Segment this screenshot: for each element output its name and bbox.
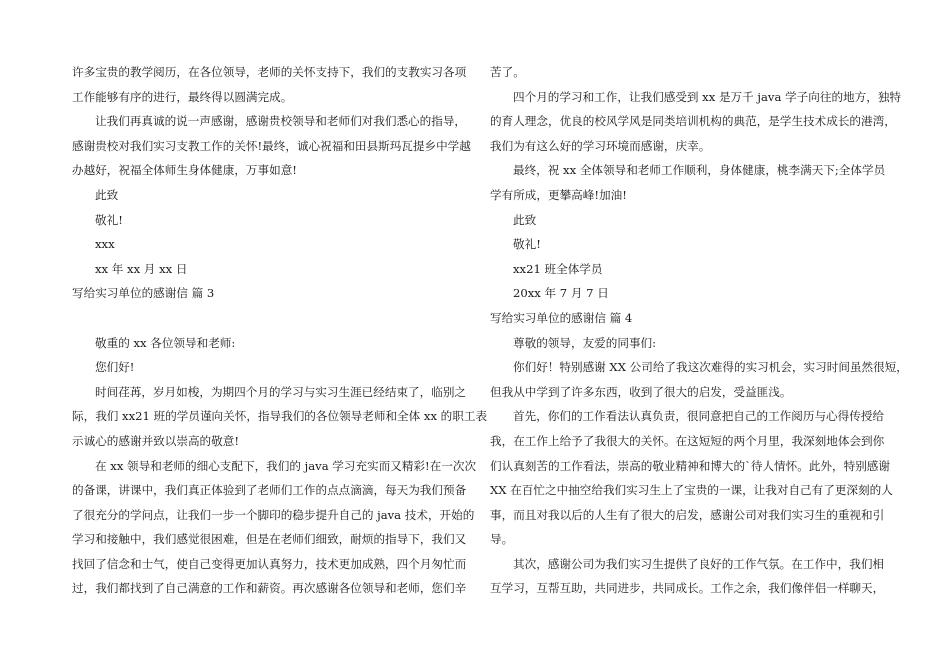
right-text-line: 你们好！特别感谢 XX 公司给了我这次难得的实习机会，实习时间虽然很短， bbox=[513, 360, 908, 375]
right-text-line: xx21 班全体学员 bbox=[513, 261, 603, 276]
right-text-line: 导。 bbox=[490, 532, 514, 547]
left-text-line: 在 xx 领导和老师的细心支配下，我们的 java 学习充实而又精彩!在一次次 bbox=[95, 458, 477, 473]
right-text-line: 敬礼! bbox=[513, 237, 541, 252]
right-text-line: 首先，你们的工作看法认真负责，很同意把自己的工作阅历与心得传授给 bbox=[513, 409, 885, 424]
right-text-line: 20xx 年 7 月 7 日 bbox=[513, 286, 609, 301]
right-text-line: 尊敬的领导，友爱的同事们: bbox=[513, 335, 657, 350]
left-text-line: 许多宝贵的教学阅历，在各位领导，老师的关怀支持下，我们的支教实习各项 bbox=[72, 65, 467, 79]
right-text-line: 互学习，互帮互助，共同进步，共同成长。工作之余，我们像伴侣一样聊天， bbox=[490, 581, 885, 596]
right-text-line: 苦了。 bbox=[490, 65, 525, 79]
left-text-line: 感谢贵校对我们实习支教工作的关怀!最终，诚心祝福和田县斯玛瓦提乡中学越 bbox=[72, 138, 471, 153]
right-text-line: 四个月的学习和工作，让我们感受到 xx 是万千 java 学子向往的地方，独特 bbox=[513, 89, 902, 104]
right-text-line: 事，而且对我以后的人生有了很大的启发，感谢公司对我们实习生的重视和引 bbox=[490, 507, 885, 522]
left-text-line: 您们好! bbox=[95, 360, 135, 375]
left-text-line: 写给实习单位的感谢信 篇 3 bbox=[72, 286, 215, 301]
right-text-line: 我们为有这么好的学习环境而感谢，庆幸。 bbox=[490, 138, 711, 153]
left-text-line: 际，我们 xx21 班的学员谨向关怀，指导我们的各位领导老师和全体 xx 的职工表 bbox=[72, 409, 488, 424]
left-text-line: 示诚心的感谢并致以崇高的敬意! bbox=[72, 433, 239, 448]
right-text-line: 此致 bbox=[513, 212, 537, 227]
right-text-line: 最终，祝 xx 全体领导和老师工作顺利，身体健康，桃李满天下;全体学员 bbox=[513, 163, 886, 178]
right-text-line: 其次，感谢公司为我们实习生提供了良好的工作气氛。在工作中，我们相 bbox=[513, 556, 885, 571]
right-text-line: 的育人理念，优良的校风学风是同类培训机构的典范，是学生技术成长的港湾， bbox=[490, 114, 896, 129]
right-text-line: 们认真刻苦的工作看法，崇高的敬业精神和博大的`待人情怀。此外，特别感谢 bbox=[490, 458, 890, 473]
left-text-line: xx 年 xx 月 xx 日 bbox=[95, 261, 188, 276]
left-text-line: xxx bbox=[95, 237, 115, 252]
left-text-line: 时间荏苒，岁月如梭，为期四个月的学习与实习生涯已经结束了，临别之 bbox=[95, 384, 467, 399]
right-text-line: 学有所成，更攀高峰!加油! bbox=[490, 187, 627, 202]
left-text-line: 的备课，讲课中，我们真正体验到了老师们工作的点点滴滴，每天为我们预备 bbox=[72, 483, 467, 498]
right-text-line: 写给实习单位的感谢信 篇 4 bbox=[490, 310, 633, 325]
left-text-line: 办越好，祝福全体师生身体健康，万事如意! bbox=[72, 163, 297, 178]
left-text-line: 让我们再真诚的说一声感谢，感谢贵校领导和老师们对我们悉心的指导， bbox=[95, 114, 467, 129]
left-text-line bbox=[72, 306, 442, 331]
left-text-line: 此致 bbox=[95, 187, 119, 202]
right-text-line: 但我从中学到了许多东西，收到了很大的启发，受益匪浅。 bbox=[490, 384, 792, 399]
left-text-line: 工作能够有序的进行，最终得以圆满完成。 bbox=[72, 89, 293, 104]
left-column bbox=[72, 60, 488, 601]
left-text-line: 了很充分的学问点，让我们一步一个脚印的稳步提升自己的 java 技术，开始的 bbox=[72, 507, 475, 522]
left-text-line: 找回了信念和士气，使自己变得更加认真努力，技术更加成熟，四个月匆忙而 bbox=[72, 556, 467, 571]
left-text-line: 敬重的 xx 各位领导和老师: bbox=[95, 335, 236, 350]
right-column bbox=[490, 60, 908, 601]
left-text-line: 敬礼! bbox=[95, 212, 123, 227]
left-text-line: 过，我们都找到了自己满意的工作和薪资。再次感谢各位领导和老师，您们辛 bbox=[72, 581, 467, 596]
right-text-line: XX 在百忙之中抽空给我们实习生上了宝贵的一课，让我对自己有了更深刻的人 bbox=[490, 483, 893, 498]
left-text-line: 学习和接触中，我们感觉很困难，但是在老师们细致，耐烦的指导下，我们又 bbox=[72, 532, 467, 547]
right-text-line: 我，在工作上给予了我很大的关怀。在这短短的两个月里，我深刻地体会到你 bbox=[490, 433, 885, 448]
